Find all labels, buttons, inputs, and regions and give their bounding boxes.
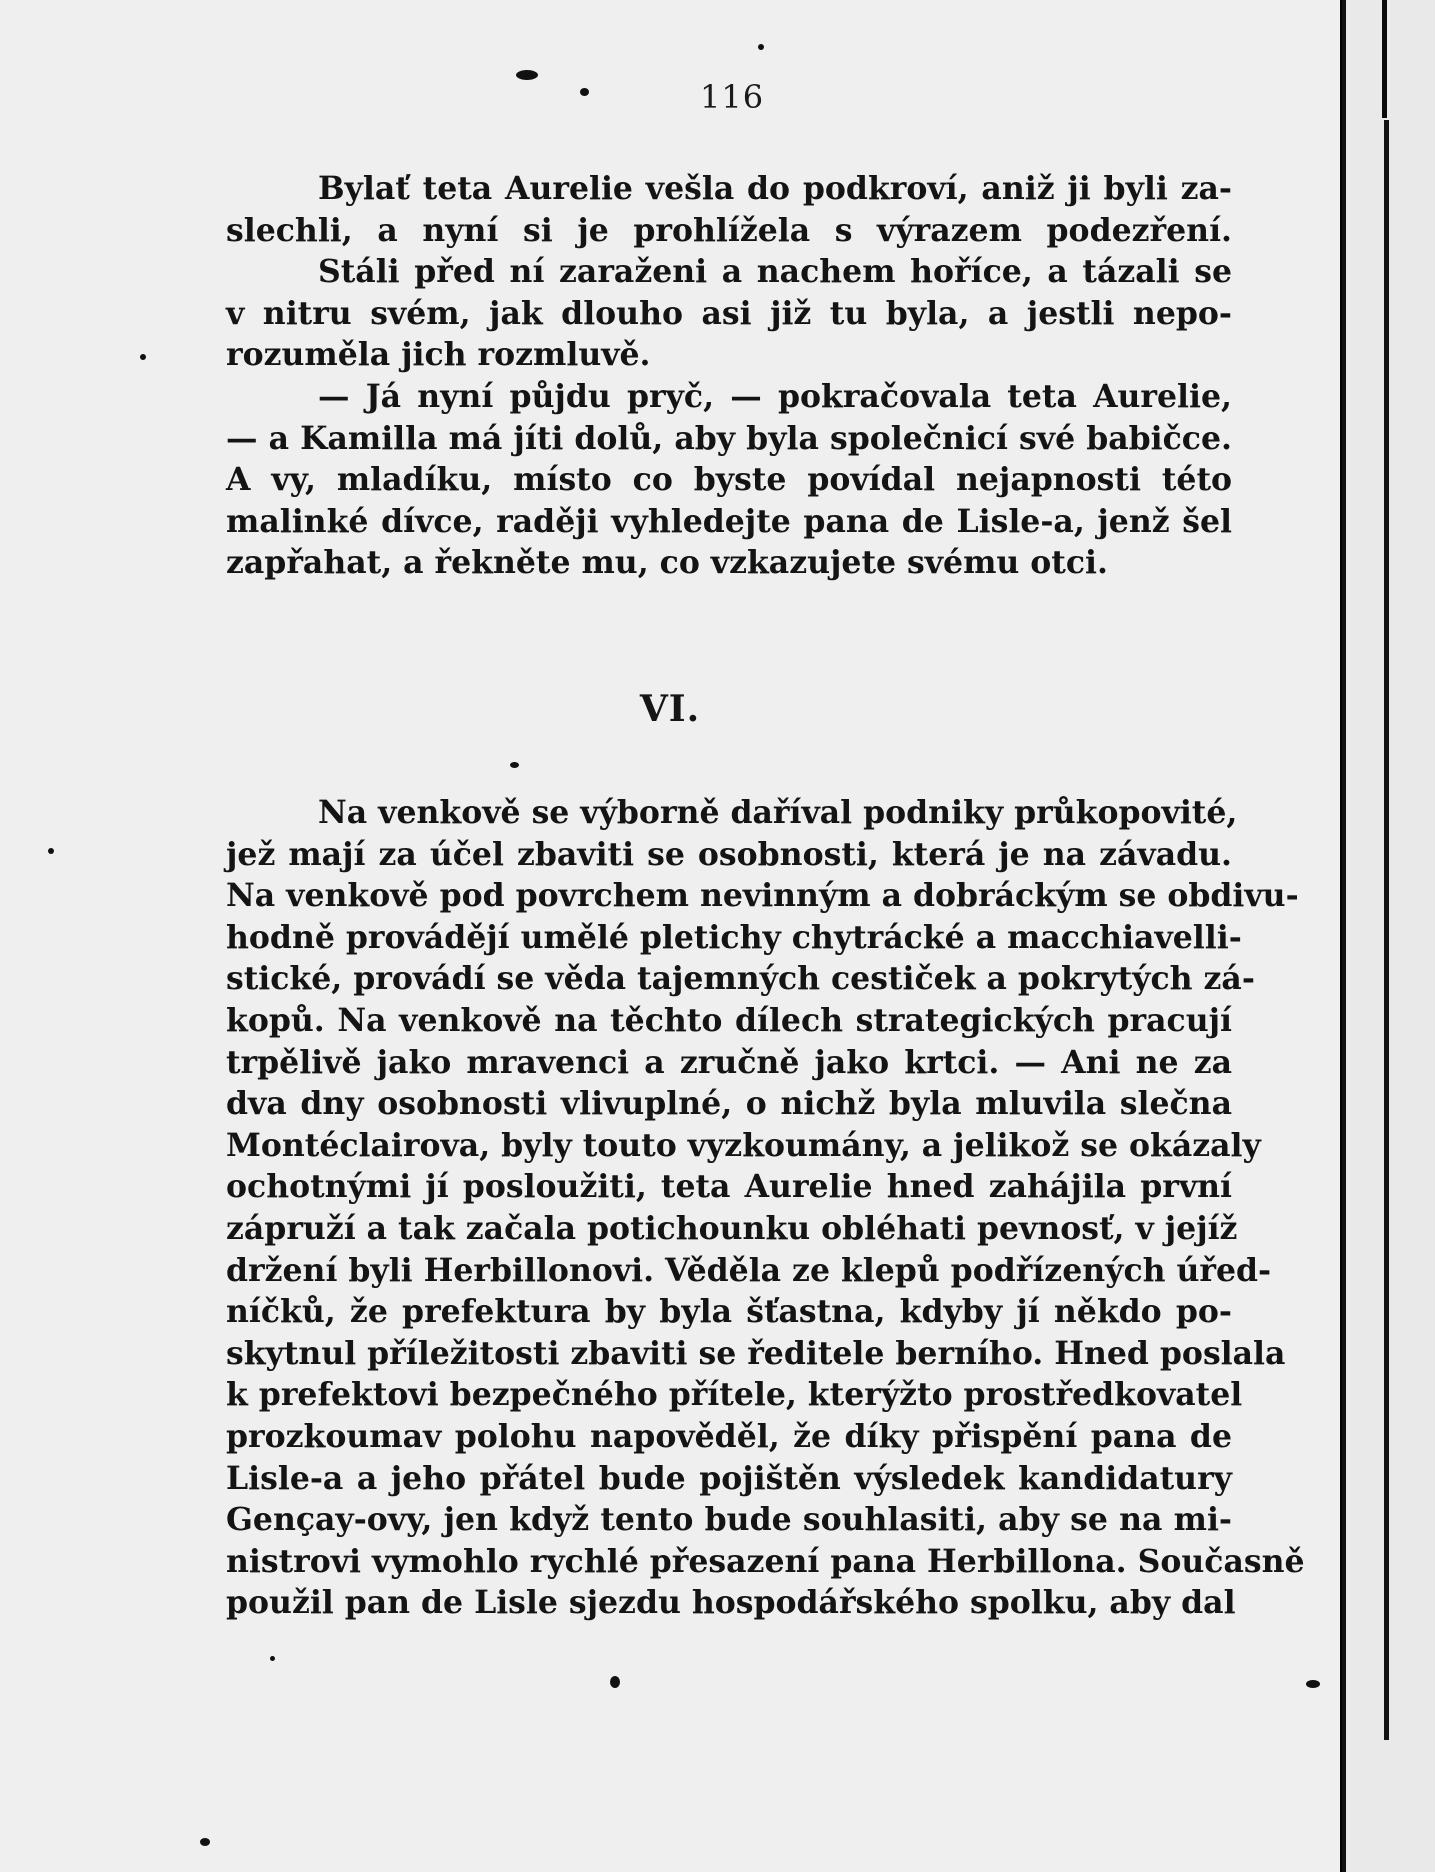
text-line: stické, provádí se věda tajemných cestiček a pokrytých zá-: [226, 960, 1255, 998]
text-line: skytnul příležitosti zbaviti se ředitele berního. Hned poslala: [226, 1334, 1286, 1372]
scan-speck: [1306, 1680, 1320, 1688]
page-number: 116: [700, 78, 765, 116]
text-line: malinké dívce, raději vyhledejte pana de Lisle-a, jenž šel: [226, 502, 1232, 540]
text-line: Na venkově pod povrchem nevinným a dobráckým se obdivu-: [226, 877, 1299, 915]
gutter-rule: [1342, 0, 1346, 1872]
text-line: zapřahat, a řekněte mu, co vzkazujete svému otci.: [226, 544, 1108, 582]
text-line: slechli, a nyní si je prohlížela s výrazem podezření.: [226, 211, 1232, 249]
text-line: hodně provádějí umělé pletichy chytrácké a macchiavelli-: [226, 918, 1242, 956]
text-line: Montéclairova, byly touto vyzkoumány, a jelikož se okázaly: [226, 1126, 1261, 1164]
text-line: použil pan de Lisle sjezdu hospodářského spolku, aby dal: [226, 1584, 1236, 1622]
scan-speck: [48, 848, 54, 854]
text-line: zápruží a tak začala potichounku obléhati pevnosť, v jejíž: [226, 1209, 1238, 1247]
scan-speck: [510, 762, 519, 768]
scan-speck: [200, 1838, 210, 1846]
text-line: k prefektovi bezpečného přítele, kterýžto prostředkovatel: [226, 1376, 1243, 1414]
edge-mark: [1382, 0, 1387, 118]
text-line: rozuměla jich rozmluvě.: [226, 336, 651, 374]
scan-speck: [140, 354, 146, 360]
scan-speck: [580, 88, 589, 96]
paragraph-2: [226, 376, 1232, 584]
text-line: Bylať teta Aurelie vešla do podkroví, aniž ji byli za-: [318, 170, 1232, 207]
text-line: — a Kamilla má jíti dolů, aby byla společnicí své babičce.: [226, 419, 1232, 457]
paragraph-3: [226, 792, 1305, 1624]
text-line: Na venkově se výborně daříval podniky průkopovité,: [318, 794, 1238, 831]
text-line: A vy, mladíku, místo co byste povídal nejapnosti této: [226, 461, 1232, 499]
text-line: nistrovi vymohlo rychlé přesazení pana Herbillona. Současně: [226, 1542, 1305, 1580]
text-line: kopů. Na venkově na těchto dílech strategických pracují: [226, 1001, 1232, 1039]
chapter-heading: VI.: [639, 688, 701, 730]
text-line: držení byli Herbillonovi. Věděla ze klepů podřízených úřed-: [226, 1251, 1272, 1289]
edge-mark: [1384, 120, 1389, 1740]
text-line: dva dny osobnosti vlivuplné, o nichž byla mluvila slečna: [226, 1085, 1232, 1123]
text-line: Lisle-a a jeho přátel bude pojištěn výsledek kandidatury: [226, 1459, 1232, 1497]
scan-speck: [516, 70, 538, 80]
facing-page-strip: [1342, 0, 1435, 1872]
text-line: v nitru svém, jak dlouho asi již tu byla, a jestli nepo-: [226, 294, 1232, 332]
paragraph-1: [226, 168, 1232, 376]
text-line: ochotnými jí posloužiti, teta Aurelie hned zahájila první: [226, 1168, 1232, 1206]
text-line: Stáli před ní zaraženi a nachem hoříce, a tázali se: [318, 253, 1232, 291]
text-line: Gençay-ovy, jen když tento bude souhlasiti, aby se na mi-: [226, 1501, 1232, 1539]
scan-speck: [610, 1676, 620, 1688]
text-line: prozkoumav polohu napověděl, že díky přispění pana de: [226, 1417, 1232, 1455]
text-line: jež mají za účel zbaviti se osobnosti, která je na závadu.: [226, 835, 1232, 873]
scan-speck: [758, 44, 764, 50]
text-line: — Já nyní půjdu pryč, — pokračovala teta Aurelie,: [318, 378, 1232, 415]
text-line: trpělivě jako mravenci a zručně jako krtci. — Ani ne za: [226, 1043, 1232, 1081]
text-line: níčků, že prefektura by byla šťastna, kdyby jí někdo po-: [226, 1293, 1232, 1331]
scan-speck: [270, 1656, 275, 1661]
